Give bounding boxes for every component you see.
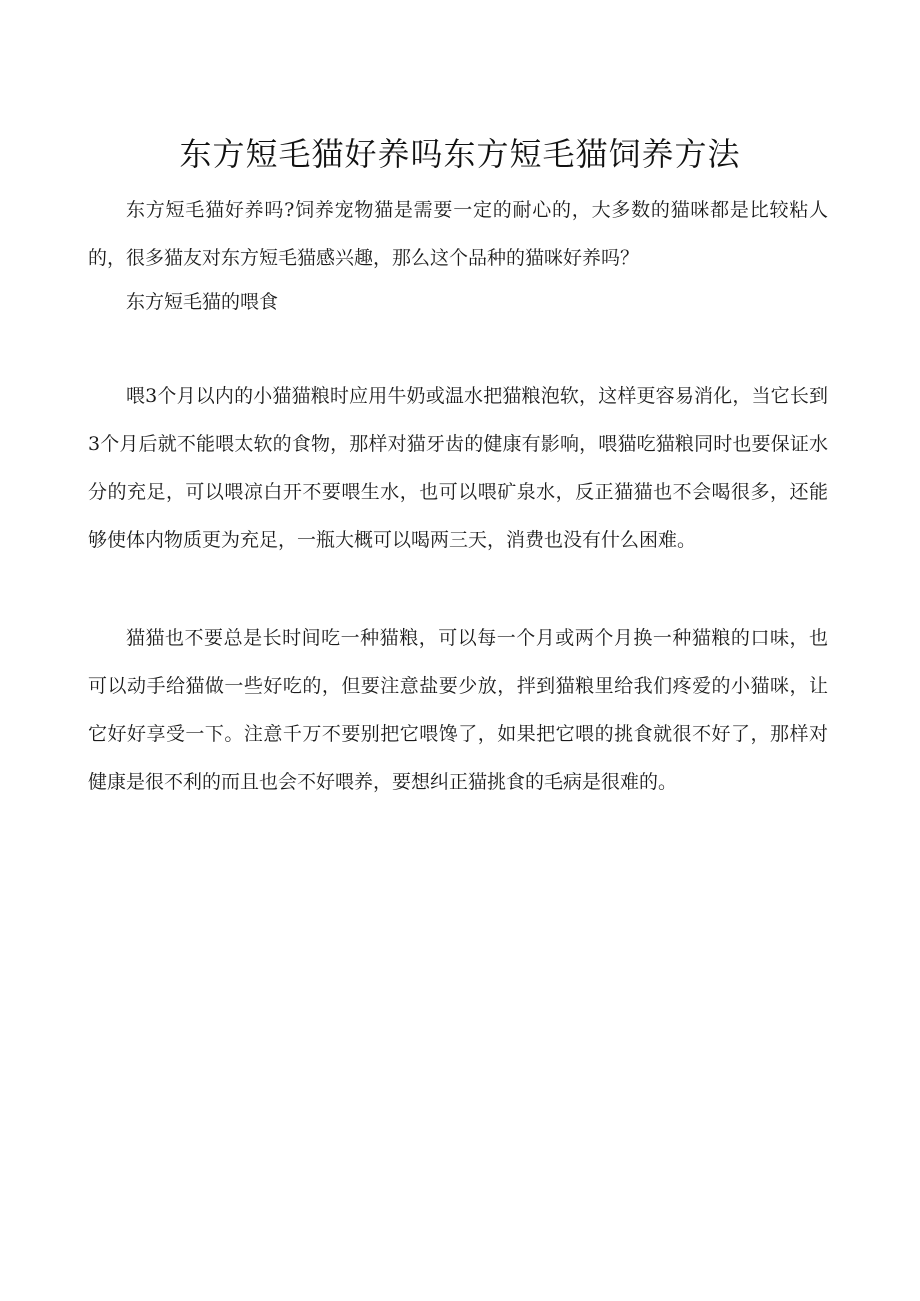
paragraph-feeding-kittens: 喂3个月以内的小猫猫粮时应用牛奶或温水把猫粮泡软，这样更容易消化，当它长到3个月后就不能喂太软的食物，那样对猫牙齿的健康有影响，喂猫吃猫粮同时也要保证水分的充足，可以喂凉白开不要喂生水，也可以喂矿泉水，反正猫猫也不会喝很多，还能够使体内物质更为充足，一瓶大概可以喝两三天，消费也没有什么困难。 <box>88 385 828 551</box>
document-title: 东方短毛猫好养吗东方短毛猫饲养方法 <box>179 135 741 173</box>
paragraph-food-variety: 猫猫也不要总是长时间吃一种猫粮，可以每一个月或两个月换一种猫粮的口味，也可以动手给猫做一些好吃的，但要注意盐要少放，拌到猫粮里给我们疼爱的小猫咪，让它好好享受一下。注意千万不要别把它喂馋了，如果把它喂的挑食就很不好了，那样对健康是很不利的而且也会不好喂养，要想纠正猫挑食的毛病是很难的。 <box>88 627 828 793</box>
section-heading-feeding: 东方短毛猫的喂食 <box>126 291 279 313</box>
paragraph-intro: 东方短毛猫好养吗?饲养宠物猫是需要一定的耐心的，大多数的猫咪都是比较粘人的，很多猫友对东方短毛猫感兴趣，那么这个品种的猫咪好养吗？ <box>88 199 828 269</box>
